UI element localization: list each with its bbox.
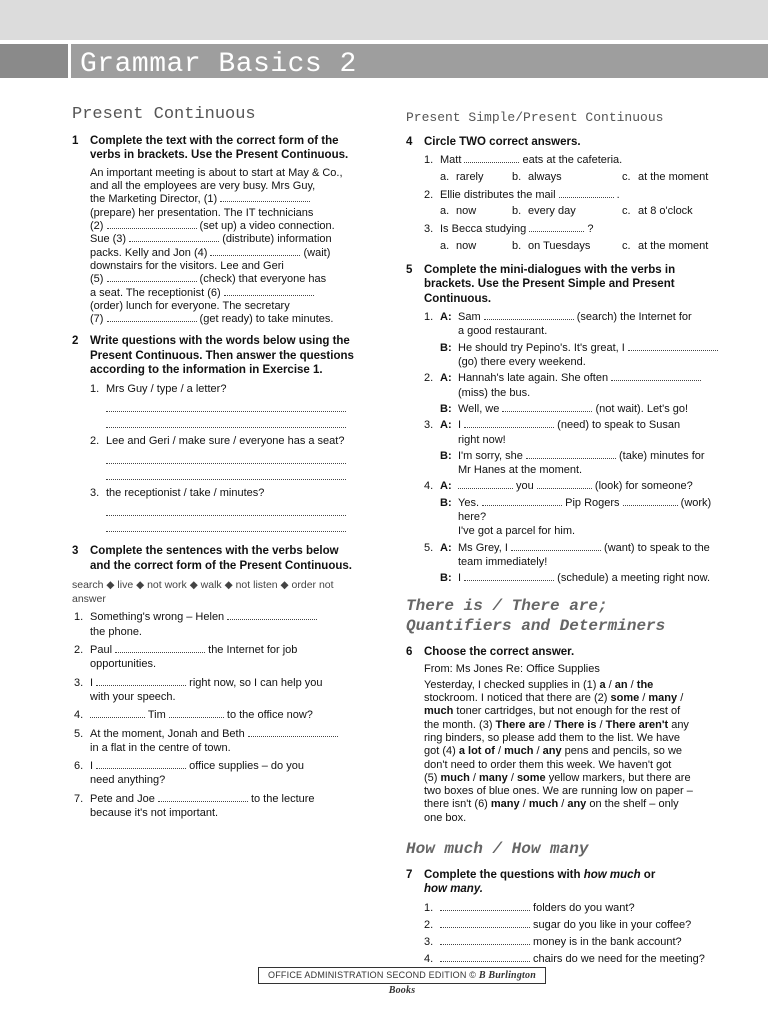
answer-line[interactable] xyxy=(106,504,346,516)
blank-2[interactable] xyxy=(107,220,197,229)
list-item: 2. Lee and Geri / make sure / everyone has a seat? xyxy=(90,434,345,447)
option-b[interactable]: b. on Tuesdays xyxy=(512,239,591,252)
word-box: search ◆ live ◆ not work ◆ walk ◆ not listen ◆ order not answer xyxy=(72,579,334,605)
list-item: 2. Ellie distributes the mail . xyxy=(424,188,620,201)
list-item: 4. chairs do we need for the meeting? xyxy=(424,953,705,966)
blank-5[interactable] xyxy=(107,273,197,282)
answer-line[interactable] xyxy=(106,520,346,532)
answer-line[interactable] xyxy=(106,400,346,412)
exercise-instruction: Complete the text with the correct form of the verbs in brackets. Use the Present Continuous. xyxy=(90,135,349,162)
exercise-number: 2 xyxy=(72,335,79,348)
list-item: 7. Pete and Joe to the lecture because it's not important. xyxy=(74,792,315,820)
exercise-3 xyxy=(72,544,362,820)
exercise-5: 5 Complete the mini-dialogues with the verbs in brackets. Use the Present Simple and Present Continuous. 1. A: Sam (search) the Internet for a good restaurant. B: He should try Pepino's. It's great, I (go) there every weekend. 2. A: Hannah's late again. She often (miss) the bus. B: Well, we (not wait). Let's go! 3. A: I (need) to speak to Susan right now! B: I'm sorry, she (take) minutes for Mr Hanes at the moment. 4. A: you (look) for someone? B: Yes. Pip Rogers (work) here? I've got a parcel for him. 5. A: Ms Grey, I (want) to speak to the team immediately! B: I (schedule) a meeting right now. xyxy=(406,263,726,585)
answer-line[interactable] xyxy=(106,452,346,464)
footer: OFFICE ADMINISTRATION SECOND EDITION © B Burlington Books xyxy=(258,967,546,984)
exercise-instruction: Complete the sentences with the verbs below and the correct form of the Present Continuous. xyxy=(90,545,352,572)
list-item: 4. Tim to the office now? xyxy=(74,709,313,722)
option-b[interactable]: b. every day xyxy=(512,205,576,218)
answer-line[interactable] xyxy=(106,416,346,428)
blank-7[interactable] xyxy=(107,313,197,322)
header-tab xyxy=(0,44,68,78)
list-item: 1. Something's wrong – Helen the phone. xyxy=(74,610,362,639)
list-item: 3. Is Becca studying ? xyxy=(424,223,594,236)
page-header xyxy=(0,44,768,78)
answer-line[interactable] xyxy=(106,468,346,480)
list-item: 1. Mrs Guy / type / a letter? xyxy=(90,382,227,395)
list-item: 1. folders do you want? xyxy=(424,901,635,914)
option-a[interactable]: a. now xyxy=(440,205,477,218)
section-title-present-continuous: Present Continuous xyxy=(72,105,256,124)
list-item: 3. the receptionist / take / minutes? xyxy=(90,487,265,500)
list-item: 2. sugar do you like in your coffee? xyxy=(424,918,692,931)
exercise-7: 7 Complete the questions with how much or how many. 1. folders do you want? 2. sugar do you like in your coffee? 3. money is in the bank account? 4. chairs do we need for the meeting? xyxy=(406,868,726,967)
option-c[interactable]: c. at the moment xyxy=(622,170,709,183)
exercise-number: 1 xyxy=(72,135,79,148)
option-c[interactable]: c. at the moment xyxy=(622,239,709,252)
section-title-there-is: There is / There are; Quantifiers and Determiners xyxy=(406,596,666,636)
list-item: 1. Matt eats at the cafeteria. xyxy=(424,154,623,167)
blank-4[interactable] xyxy=(210,247,300,256)
exercise-6: 6 Choose the correct answer. From: Ms Jones Re: Office Supplies Yesterday, I checked supplies in (1) a / an / the stockroom. I noticed that there are (2) some / many / much toner cartridges, but not enough for the rest of the month. (3) There are / There is / There aren't any ring binders, so please add them to the list. We have got (4) a lot of / much / any pens and pencils, so we don't need to order them this week. We haven't got (5) much / many / some yellow markers, but there are two boxes of blue ones. We are running low on paper – there isn't (6) many / much / any on the shelf – only one box. xyxy=(406,645,726,825)
blank-6[interactable] xyxy=(224,287,314,296)
exercise-text: An important meeting is about to start at May & Co., and all the employees are very busy. Mrs Guy, the Marketing Director, (1) (prepare) her presentation. The IT technicians (2) (set up) a video connection. Sue (3) (distribute) information packs. Kelly and Jon (4) (wait) downstairs for the visitors. Lee and Geri (5) (check) that everyone has a seat. The receptionist (6) (order) lunch for everyone. The secretary (7) (get ready) to take minutes. xyxy=(90,166,343,326)
exercise-1 xyxy=(72,134,362,326)
list-item: 3. I right now, so I can help you with your speech. xyxy=(74,676,323,703)
email-text: From: Ms Jones Re: Office Supplies Yesterday, I checked supplies in (1) a / an / the stockroom. I noticed that there are (2) some / many / much toner cartridges, but not enough for the rest of the month. (3) There are / There is / There aren't any ring binders, so please add them to the list. We have got (4) a lot of / much / any pens and pencils, so we don't need to order them this week. We haven't got (5) much / many / some yellow markers, but there are two boxes of blue ones. We are running low on paper – there isn't (6) many / much / any on the shelf – only one box. xyxy=(424,663,693,824)
option-c[interactable]: c. at 8 o'clock xyxy=(622,205,693,218)
page-title: Grammar Basics 2 xyxy=(80,49,357,80)
exercise-2 xyxy=(72,334,362,532)
exercise-number: 3 xyxy=(72,545,79,558)
section-title-how-much: How much / How many xyxy=(406,840,589,859)
exercise-4: 4 Circle TWO correct answers. 1. Matt eats at the cafeteria. a. rarely b. always c. at the moment 2. Ellie distributes the mail . a. now b. every day c. at 8 o'clock 3. Is Becca studying ? a. now b. on Tuesdays c. at the moment xyxy=(406,135,726,253)
list-item: 2. Paul the Internet for job opportunities. xyxy=(74,644,298,671)
list-item: 3. money is in the bank account? xyxy=(424,936,682,949)
publisher-logo: B Burlington Books xyxy=(388,970,536,996)
exercise-instruction: Write questions with the words below using the Present Continuous. Then answer the questions according to the information in Exercise 1. xyxy=(90,335,354,377)
blank-3[interactable] xyxy=(129,233,219,242)
section-title-simple-continuous: Present Simple/Present Continuous xyxy=(406,110,664,125)
option-a[interactable]: a. rarely xyxy=(440,170,484,183)
list-item: 5. At the moment, Jonah and Beth in a flat in the centre of town. xyxy=(74,727,362,756)
blank-1[interactable] xyxy=(220,193,310,202)
top-band xyxy=(0,0,768,40)
right-column xyxy=(406,108,726,975)
option-a[interactable]: a. now xyxy=(440,239,477,252)
option-b[interactable]: b. always xyxy=(512,170,562,183)
list-item: 6. I office supplies – do you need anything? xyxy=(74,760,304,787)
header-separator xyxy=(68,44,71,78)
left-column xyxy=(72,104,362,828)
